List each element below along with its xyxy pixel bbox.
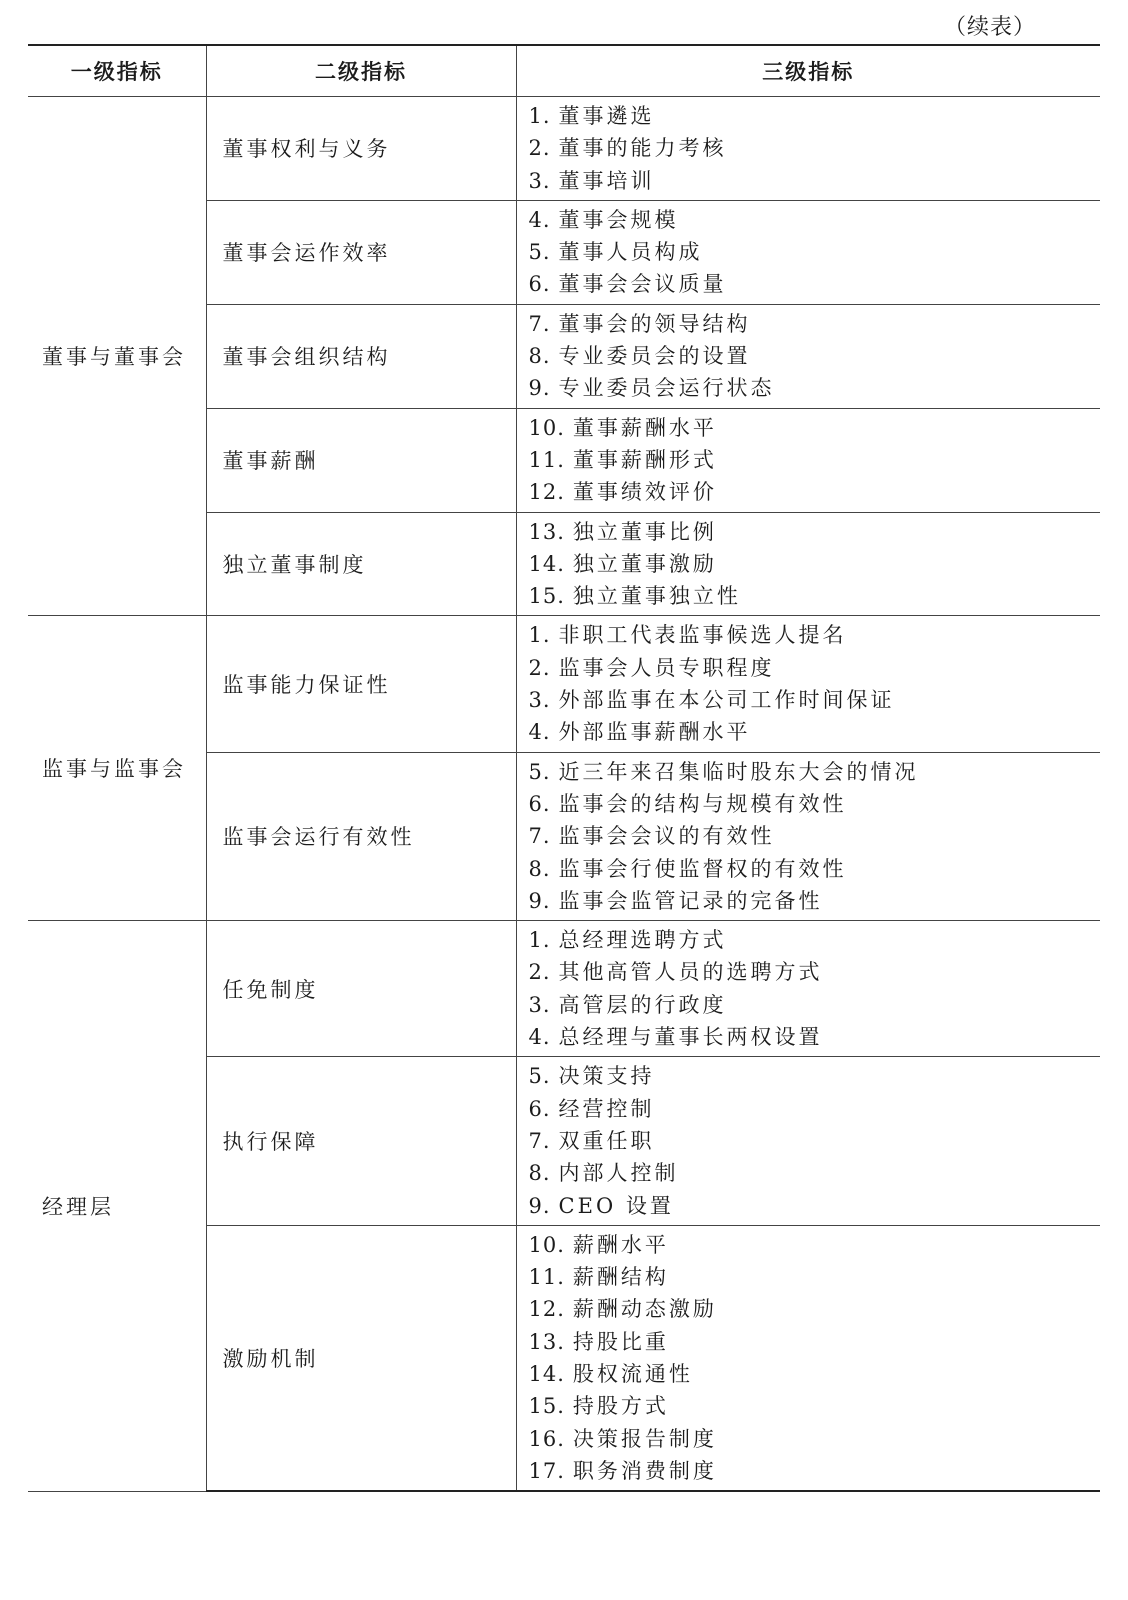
item-number: 8. xyxy=(528,344,551,369)
level3-indicator-item xyxy=(529,1190,1101,1222)
level3-indicator-list xyxy=(516,304,1100,408)
item-text: 决策报告制度 xyxy=(572,1426,717,1451)
level3-indicator-list xyxy=(516,512,1100,616)
level3-indicator-item xyxy=(529,308,1101,340)
level3-indicator-item xyxy=(529,1358,1101,1390)
level3-indicator-list xyxy=(516,752,1100,920)
item-text: 董事培训 xyxy=(558,168,655,193)
item-text: 监事会的结构与规模有效性 xyxy=(558,791,847,816)
item-text: 监事会监管记录的完备性 xyxy=(558,888,823,913)
level3-indicator-item xyxy=(529,580,1101,612)
item-text: 监事会人员专职程度 xyxy=(558,655,775,680)
table-row xyxy=(28,616,1100,752)
item-number: 13. xyxy=(528,519,565,544)
item-text: 独立董事比例 xyxy=(572,519,717,544)
level3-indicator-item xyxy=(529,268,1101,300)
level3-indicator-item xyxy=(529,132,1101,164)
level3-indicator-item xyxy=(529,412,1101,444)
item-number: 3. xyxy=(528,168,551,193)
item-text: CEO 设置 xyxy=(558,1193,674,1218)
level3-indicator-item xyxy=(529,788,1101,820)
level3-indicator-item xyxy=(529,716,1101,748)
item-text: 经营控制 xyxy=(558,1096,655,1121)
level3-indicator-item xyxy=(529,1455,1101,1487)
item-text: 专业委员会运行状态 xyxy=(558,376,775,401)
item-number: 6. xyxy=(528,1096,551,1121)
item-number: 3. xyxy=(528,992,551,1017)
item-number: 1. xyxy=(528,928,551,953)
level1-indicator: 经理层 xyxy=(28,921,206,1492)
item-number: 7. xyxy=(528,311,551,336)
item-number: 6. xyxy=(528,791,551,816)
item-number: 3. xyxy=(528,688,551,713)
item-text: 其他高管人员的选聘方式 xyxy=(558,960,823,985)
item-number: 4. xyxy=(528,207,551,232)
item-number: 5. xyxy=(528,1064,551,1089)
level3-indicator-list xyxy=(516,97,1100,201)
level3-indicator-item xyxy=(529,756,1101,788)
item-text: 董事绩效评价 xyxy=(572,480,717,505)
level3-indicator-item xyxy=(529,1060,1101,1092)
item-text: 独立董事独立性 xyxy=(572,584,741,609)
level3-indicator-item xyxy=(529,619,1101,651)
item-number: 7. xyxy=(528,1128,551,1153)
item-text: 专业委员会的设置 xyxy=(558,344,751,369)
level3-indicator-list xyxy=(516,200,1100,304)
level3-indicator-item xyxy=(529,1229,1101,1261)
level3-indicator-item xyxy=(529,820,1101,852)
item-number: 1. xyxy=(528,104,551,128)
item-number: 15. xyxy=(528,584,565,609)
level3-indicator-item xyxy=(529,1326,1101,1358)
item-text: 董事遴选 xyxy=(558,104,655,128)
item-text: 薪酬水平 xyxy=(572,1232,669,1257)
item-text: 董事薪酬水平 xyxy=(572,415,717,440)
level3-indicator-list xyxy=(516,616,1100,752)
level3-indicator-item xyxy=(529,885,1101,917)
level3-indicator-item xyxy=(529,548,1101,580)
item-text: 总经理与董事长两权设置 xyxy=(558,1025,823,1050)
item-text: 董事薪酬形式 xyxy=(572,447,717,472)
level3-indicator-item xyxy=(529,1093,1101,1125)
level3-indicator-list xyxy=(516,1057,1100,1225)
item-text: 内部人控制 xyxy=(558,1161,679,1186)
level3-indicator-item xyxy=(529,853,1101,885)
table-row xyxy=(28,921,1100,1057)
level2-indicator: 董事权利与义务 xyxy=(206,97,516,201)
item-number: 2. xyxy=(528,136,551,161)
item-number: 7. xyxy=(528,824,551,849)
item-number: 17. xyxy=(528,1458,565,1483)
item-text: 董事会规模 xyxy=(558,207,679,232)
item-number: 12. xyxy=(528,1297,565,1322)
item-text: 职务消费制度 xyxy=(572,1458,717,1483)
indicator-table xyxy=(28,44,1100,1492)
item-number: 16. xyxy=(528,1426,565,1451)
item-text: 外部监事在本公司工作时间保证 xyxy=(558,688,895,713)
level3-indicator-item xyxy=(529,444,1101,476)
level3-indicator-item xyxy=(529,204,1101,236)
level3-indicator-item xyxy=(529,1157,1101,1189)
item-text: 持股方式 xyxy=(572,1394,669,1419)
header-level3: 三级指标 xyxy=(516,45,1100,97)
item-number: 1. xyxy=(528,623,551,648)
level3-indicator-list xyxy=(516,921,1100,1057)
level2-indicator: 董事薪酬 xyxy=(206,408,516,512)
level2-indicator: 监事会运行有效性 xyxy=(206,752,516,920)
item-text: 总经理选聘方式 xyxy=(558,928,727,953)
level2-indicator: 董事会运作效率 xyxy=(206,200,516,304)
level3-indicator-item xyxy=(529,1261,1101,1293)
item-text: 外部监事薪酬水平 xyxy=(558,720,751,745)
item-number: 8. xyxy=(528,856,551,881)
level3-indicator-item xyxy=(529,476,1101,508)
item-text: 高管层的行政度 xyxy=(558,992,727,1017)
item-number: 14. xyxy=(528,1361,565,1386)
item-number: 6. xyxy=(528,272,551,297)
table-row xyxy=(28,97,1100,201)
level3-indicator-item xyxy=(529,924,1101,956)
level2-indicator: 激励机制 xyxy=(206,1225,516,1491)
header-level2: 二级指标 xyxy=(206,45,516,97)
level3-indicator-item xyxy=(529,684,1101,716)
level1-indicator: 董事与董事会 xyxy=(28,97,206,616)
item-text: 薪酬结构 xyxy=(572,1265,669,1290)
item-text: 非职工代表监事候选人提名 xyxy=(558,623,847,648)
item-text: 持股比重 xyxy=(572,1329,669,1354)
item-number: 2. xyxy=(528,960,551,985)
item-number: 10. xyxy=(528,415,565,440)
continued-table-label: （续表） xyxy=(943,15,1036,40)
level2-indicator: 独立董事制度 xyxy=(206,512,516,616)
level3-indicator-list xyxy=(516,1225,1100,1491)
level3-indicator-list xyxy=(516,408,1100,512)
level3-indicator-item xyxy=(529,1293,1101,1325)
level2-indicator: 监事能力保证性 xyxy=(206,616,516,752)
item-number: 9. xyxy=(528,888,551,913)
level3-indicator-item xyxy=(529,340,1101,372)
item-text: 监事会会议的有效性 xyxy=(558,824,775,849)
item-text: 决策支持 xyxy=(558,1064,655,1089)
level3-indicator-item xyxy=(529,100,1101,132)
item-text: 董事会的领导结构 xyxy=(558,311,751,336)
level3-indicator-item xyxy=(529,1021,1101,1053)
item-text: 股权流通性 xyxy=(572,1361,693,1386)
item-number: 4. xyxy=(528,1025,551,1050)
level3-indicator-item xyxy=(529,989,1101,1021)
item-number: 11. xyxy=(528,447,565,472)
item-number: 5. xyxy=(528,240,551,265)
item-number: 10. xyxy=(528,1232,565,1257)
item-text: 近三年来召集临时股东大会的情况 xyxy=(558,759,919,784)
level2-indicator: 执行保障 xyxy=(206,1057,516,1225)
item-text: 董事人员构成 xyxy=(558,240,703,265)
item-number: 5. xyxy=(528,759,551,784)
level3-indicator-item xyxy=(529,165,1101,197)
item-text: 董事的能力考核 xyxy=(558,136,727,161)
level2-indicator: 董事会组织结构 xyxy=(206,304,516,408)
level3-indicator-item xyxy=(529,372,1101,404)
table-header-row xyxy=(28,45,1100,97)
level3-indicator-item xyxy=(529,1125,1101,1157)
header-level1: 一级指标 xyxy=(28,45,206,97)
level3-indicator-item xyxy=(529,516,1101,548)
level3-indicator-item xyxy=(529,652,1101,684)
item-number: 9. xyxy=(528,376,551,401)
item-number: 9. xyxy=(528,1193,551,1218)
item-text: 双重任职 xyxy=(558,1128,655,1153)
item-number: 14. xyxy=(528,551,565,576)
item-number: 12. xyxy=(528,480,565,505)
level3-indicator-item xyxy=(529,956,1101,988)
item-text: 独立董事激励 xyxy=(572,551,717,576)
item-number: 13. xyxy=(528,1329,565,1354)
level1-indicator: 监事与监事会 xyxy=(28,616,206,921)
level2-indicator: 任免制度 xyxy=(206,921,516,1057)
level3-indicator-item xyxy=(529,1423,1101,1455)
level3-indicator-item xyxy=(529,236,1101,268)
item-number: 4. xyxy=(528,720,551,745)
item-number: 8. xyxy=(528,1161,551,1186)
item-text: 监事会行使监督权的有效性 xyxy=(558,856,847,881)
item-number: 11. xyxy=(528,1265,565,1290)
item-number: 2. xyxy=(528,655,551,680)
item-text: 薪酬动态激励 xyxy=(572,1297,717,1322)
item-number: 15. xyxy=(528,1394,565,1419)
table-body xyxy=(28,97,1100,1492)
item-text: 董事会会议质量 xyxy=(558,272,727,297)
level3-indicator-item xyxy=(529,1390,1101,1422)
